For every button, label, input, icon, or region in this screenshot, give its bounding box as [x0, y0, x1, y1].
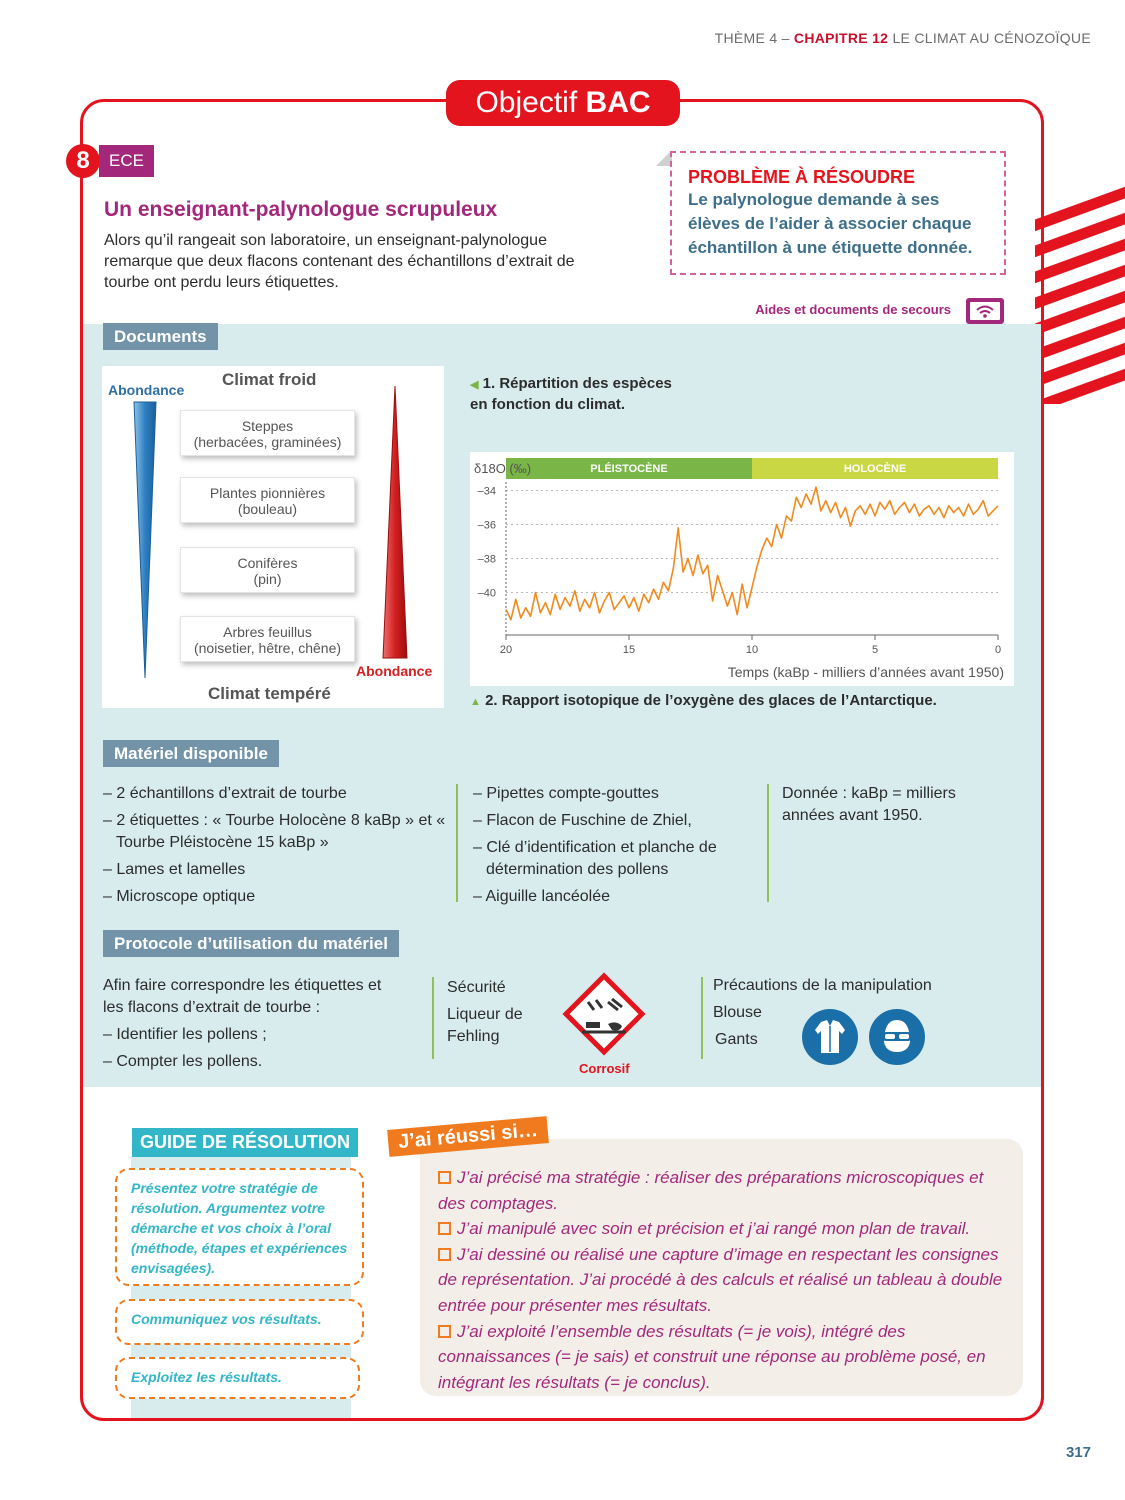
checkbox-icon [438, 1248, 451, 1261]
security-product: Fehling [447, 1028, 500, 1045]
cold-climate-label: Climat froid [222, 370, 317, 389]
list-item: – Identifier les pollens ; [103, 1026, 267, 1043]
vegetation-detail: (herbacées, graminées) [193, 434, 342, 450]
series-line [506, 487, 998, 620]
list-item: – Microscope optique [103, 888, 256, 905]
exercise-title: Un enseignant-palynologue scrupuleux [104, 198, 498, 221]
oxygen-isotope-chart [470, 452, 1014, 686]
column-divider [456, 784, 458, 902]
period-band-label: HOLOCÈNE [843, 463, 907, 475]
vegetation-name: Conifères [237, 555, 298, 571]
success-criteria-box [420, 1139, 1023, 1396]
corrosive-hazard-icon [562, 972, 646, 1056]
decorative-stripes [1035, 184, 1125, 404]
x-tick-label: 0 [994, 644, 1002, 656]
protocol-tag: Protocole d’utilisation du matériel [103, 930, 399, 957]
x-tick-label: 20 [499, 644, 513, 656]
vegetation-name: Arbres feuillus [223, 624, 312, 640]
aids-link[interactable]: Aides et documents de secours [755, 302, 951, 317]
list-item: – Flacon de Fuschine de Zhiel, [473, 812, 692, 829]
list-item: – Pipettes compte-gouttes [473, 785, 659, 802]
abundance-label-temperate: Abondance [356, 663, 433, 679]
document-2-caption [470, 692, 937, 709]
vegetation-detail: (pin) [253, 571, 282, 587]
checkbox-icon [438, 1171, 451, 1184]
precaution-item: Blouse [713, 1004, 762, 1021]
criteria-item: J’ai exploité l’ensemble des résultats (= je vois), intégré des connaissances (= je sais) et construit une réponse au problème posé, en intégrant les résultats (= je conclus). [438, 1321, 986, 1392]
criteria-item: J’ai manipulé avec soin et précision et j’ai rangé mon plan de travail. [438, 1216, 1009, 1242]
guide-item: Communiquez vos résultats. [115, 1299, 364, 1345]
column-divider [432, 977, 434, 1059]
list-item: – Aiguille lancéolée [473, 888, 610, 905]
caption-line: Répartition des espèces [499, 375, 672, 392]
abundance-gradient-cold [130, 400, 160, 680]
abundance-label-cold: Abondance [108, 382, 185, 398]
materials-list-1 [103, 783, 448, 913]
objectif-bac-banner [446, 80, 680, 126]
column-divider [767, 784, 769, 902]
list-item: – Compter les pollens. [103, 1053, 263, 1070]
precaution-item: Gants [715, 1031, 758, 1048]
x-tick-label: 5 [871, 644, 879, 656]
period-band-label: PLÉISTOCÈNE [590, 463, 668, 475]
vegetation-detail: (bouleau) [237, 501, 298, 517]
caption-line: en fonction du climat. [470, 396, 626, 413]
list-item: – 2 échantillons d’extrait de tourbe [103, 785, 347, 802]
guide-tag: GUIDE DE RÉSOLUTION [132, 1128, 358, 1157]
banner-prefix: Objectif [475, 86, 578, 119]
exercise-intro: Alors qu’il rangeait son laboratoire, un enseignant-palynologue remarque que deux flacons contenant des échantillons d’extrait de tourbe ont perdu leurs étiquettes. [104, 232, 575, 291]
vegetation-name: Steppes [241, 418, 294, 434]
documents-tag: Documents [103, 323, 218, 350]
security-block [447, 977, 523, 1048]
vegetation-box [180, 616, 355, 662]
exercise-type-tag: ECE [99, 145, 154, 177]
list-item: – Clé d’identification et planche de détermination des pollens [473, 839, 717, 878]
checkbox-icon [438, 1325, 451, 1338]
corrosive-label: Corrosif [579, 1061, 630, 1076]
y-tick-label: –36 [477, 519, 496, 532]
vegetation-detail: (noisetier, hêtre, chêne) [193, 640, 342, 656]
success-criteria-tag: J’ai réussi si… [387, 1116, 549, 1157]
caption-triangle-icon: ◀ [470, 379, 479, 391]
materials-note: Donnée : kaBp = milliers années avant 1950. [782, 785, 956, 824]
safety-goggles-icon [868, 1008, 926, 1066]
criteria-item: J’ai dessiné ou réalisé une capture d’image en respectant les consignes de représentation. J’ai procédé à des calculs et réalisé un tableau à double entrée pour présenter mes résultats. [438, 1244, 1003, 1315]
banner-bold: BAC [585, 86, 651, 119]
lab-coat-icon [801, 1008, 859, 1066]
y-axis-label: δ18O (‰) [474, 461, 532, 476]
chapter-title: LE CLIMAT AU CÉNOZOÏQUE [892, 30, 1091, 46]
problem-heading: PROBLÈME À RÉSOUDRE [688, 167, 916, 187]
problem-box [670, 151, 1006, 275]
criteria-item: J’ai précisé ma stratégie : réaliser des préparations microscopiques et des comptages. [438, 1168, 984, 1213]
materials-list-2 [473, 783, 748, 913]
vegetation-box [180, 410, 355, 456]
problem-text: Le palynologue demande à ses élèves de l’aider à associer chaque échantillon à une étiquette donnée. [688, 190, 973, 257]
y-tick-label: –34 [477, 485, 496, 498]
vegetation-name: Plantes pionnières [209, 485, 326, 501]
y-tick-label: –40 [477, 587, 496, 600]
guide-item: Exploitez les résultats. [115, 1357, 360, 1399]
caption-number: 2. [485, 692, 498, 709]
caption-number: 1. [482, 375, 496, 392]
list-item: – 2 étiquettes : « Tourbe Holocène 8 kaBp » et « Tourbe Pléistocène 15 kaBp » [103, 812, 446, 851]
x-tick-label: 10 [745, 644, 759, 656]
security-product: Liqueur de [447, 1006, 523, 1023]
abundance-gradient-temperate [380, 384, 410, 660]
chapter-label: CHAPITRE 12 [793, 30, 889, 46]
page-number: 317 [1065, 1444, 1091, 1461]
checkbox-icon [438, 1222, 451, 1235]
temperate-climate-label: Climat tempéré [208, 684, 331, 703]
theme-label: THÈME 4 – [714, 30, 790, 46]
x-tick-label: 15 [622, 644, 636, 656]
security-title: Sécurité [447, 979, 506, 996]
guide-item: Présentez votre stratégie de résolution. Argumentez votre démarche et vos choix à l’oral (méthode, étapes et expériences envisagées). [115, 1168, 364, 1286]
materials-tag: Matériel disponible [103, 740, 279, 767]
caption-triangle-icon: ▲ [470, 696, 481, 708]
protocol-instructions [103, 975, 403, 1078]
x-axis-label: Temps (kaBp - milliers d’années avant 1950) [727, 664, 1004, 680]
list-item: – Lames et lamelles [103, 861, 246, 878]
vegetation-box [180, 547, 355, 593]
document-1-caption [470, 374, 672, 414]
column-divider [701, 977, 703, 1059]
y-tick-label: –38 [477, 553, 496, 566]
running-head [715, 30, 1091, 46]
caption-text: Rapport isotopique de l’oxygène des glaces de l’Antarctique. [501, 692, 937, 709]
vegetation-box [180, 477, 355, 523]
exercise-number: 8 [66, 144, 100, 178]
precautions-title: Précautions de la manipulation [713, 977, 932, 994]
protocol-intro: Afin faire correspondre les étiquettes et les flacons d’extrait de tourbe : [103, 977, 382, 1016]
